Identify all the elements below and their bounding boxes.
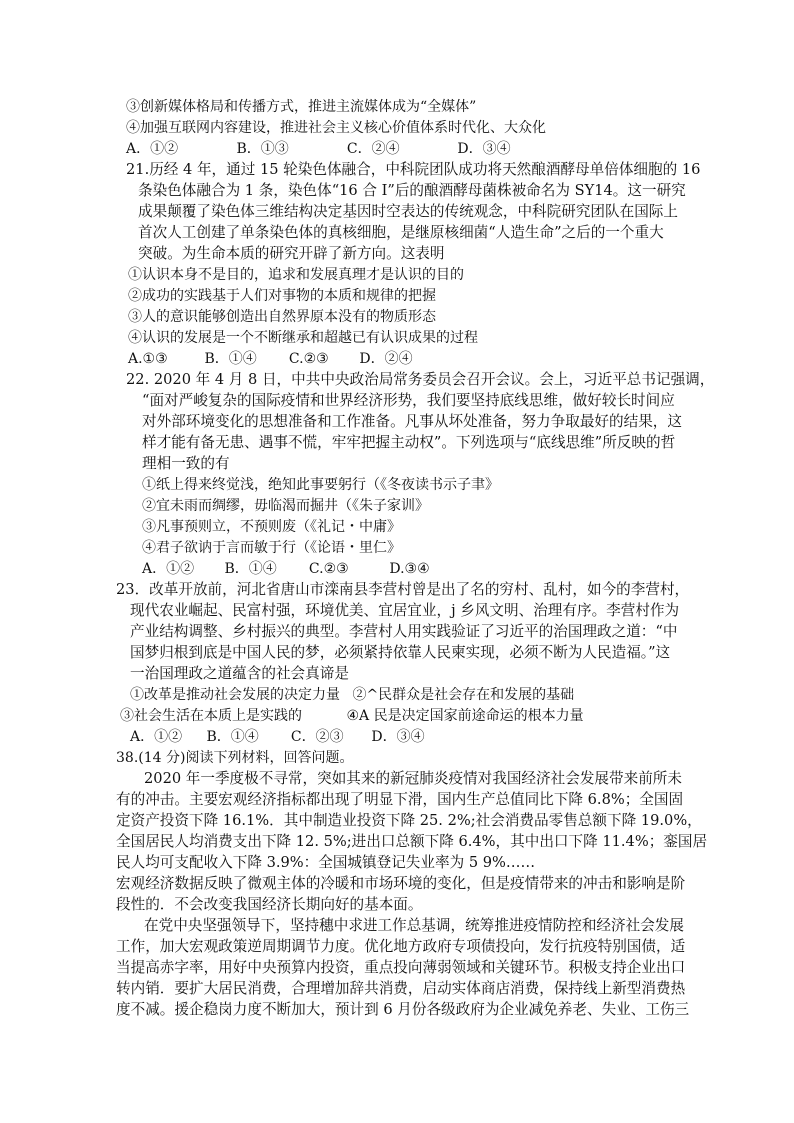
answer-option-b: B．①④ bbox=[206, 729, 259, 745]
question-38-header: 38.(14 分)阅读下列材料，回答问题。 bbox=[116, 750, 354, 766]
question-22-item: ④君子欲讷于言而敏于行（《论语・里仁》 bbox=[142, 540, 401, 556]
question-23-item: ①改革是推动社会发展的决定力量 bbox=[130, 687, 340, 703]
question-22-item: ①纸上得来终觉浅，绝知此事要躬行（《冬夜读书示子聿》 bbox=[142, 477, 499, 493]
material-paragraph-line: 全国居民人均消费支出下降 12. 5%;进出口总额下降 6.4%，其中出口下降 11.4%；銮国居 bbox=[116, 833, 708, 850]
question-23-options bbox=[130, 727, 425, 747]
answer-option-c: C．②④ bbox=[346, 141, 400, 157]
question-21-item: ①认识本身不是目的，追求和发展真理才是认识的目的 bbox=[128, 267, 464, 283]
answer-option-d: D．③④ bbox=[457, 141, 511, 157]
question-22-item: ③凡事预则立，不预则废（《礼记・中庸》 bbox=[142, 519, 401, 535]
question-21-item: ②成功的实践基于人们对事物的本质和规律的把握 bbox=[128, 288, 436, 304]
question-23-item: ②^民群众是社会存在和发展的基础 bbox=[352, 687, 575, 703]
answer-options bbox=[126, 139, 511, 159]
answer-option-b: B．①④ bbox=[204, 351, 257, 367]
material-paragraph-line: 段性的．不会改变我国经济长期向好的基本面。 bbox=[116, 896, 423, 913]
material-paragraph-line: 宏观经济数据反映了微观主体的冷暖和市场环境的变化，但是疫情带来的冲击和影响是阶 bbox=[116, 875, 686, 892]
question-21-line: 21.历经 4 年，通过 15 轮染色体融合，中科院团队成功将天然酿酒酵母单倍体细胞的 16 bbox=[126, 161, 701, 178]
material-paragraph-line: 有的冲击。主要宏观经济指标都出现了明显下滑，国内生产总值同比下降 6.8%；全国固 bbox=[116, 791, 684, 808]
material-paragraph-line: 民人均可支配收入下降 3.9%：全国城镇登记失业率为 5 9%…… bbox=[116, 854, 536, 871]
material-paragraph-line: 转内销．要扩大居民消费，合理增加辞共消费，启动实体商店消费，保持线上新型消费热 bbox=[116, 980, 686, 997]
question-21-line: 首次人工创建了单条染色体的真核细胞，是继原核细菌“人造生命”之后的一个重大 bbox=[138, 224, 664, 241]
question-23-line: 产业结构调整、乡村振兴的典型。李营村人用实践验证了习近平的治国理政之道：“中 bbox=[130, 623, 678, 640]
answer-option-b: B．①④ bbox=[224, 561, 277, 577]
question-23-line: 国梦归根到底是中国人民的梦，必须紧持依靠人民柬实现，必须不断为人民造福。”这 bbox=[130, 644, 671, 661]
answer-option-d: D.③④ bbox=[389, 561, 430, 577]
question-21-line: 突破。为生命本质的研究开辟了新方向。这表明 bbox=[138, 245, 445, 262]
material-paragraph-line: 2020 年一季度极不寻常，突如其来的新冠肺炎疫情对我国经济社会发展带来前所未 bbox=[144, 770, 682, 787]
material-paragraph-line: 定资产投资下降 16.1%．其中制造业投资下降 25. 2%;社会消费品零售总额下降 19.0%， bbox=[116, 812, 702, 829]
material-paragraph-line: 在党中央坚强领导下，坚持穗中求进工作总基调，统筹推进疫情防控和经济社会发展 bbox=[144, 917, 684, 934]
question-21-item: ④认识的发展是一个不断继承和超越已有认识成果的过程 bbox=[128, 330, 478, 346]
material-paragraph-line: 当提高赤字率，用好中央预算内投资，重点投向薄弱领域和关键环节。积极支持企业出口 bbox=[116, 959, 686, 976]
question-21-item: ③人的意识能够创造出自然界原本没有的物质形态 bbox=[128, 309, 436, 325]
material-paragraph-line: 工作，加大宏观政策逆周期调节力度。优化地方政府专项债投向，发行抗疫特别国债，适 bbox=[116, 938, 686, 955]
question-23-item: ④A 民是决定国家前途命运的根本力量 bbox=[346, 708, 584, 724]
question-22-line: 对外部环境变化的思想准备和工作准备。凡事从坏处准备，努力争取最好的结果，这 bbox=[142, 413, 682, 430]
answer-option-a: A．①② bbox=[130, 729, 183, 745]
question-22-options bbox=[142, 559, 430, 579]
question-23-items-row bbox=[120, 706, 584, 726]
option-item-4: ④加强互联网内容建设，推进社会主义核心价值体系时代化、大众化 bbox=[126, 120, 546, 136]
material-paragraph-line: 度不减。援企稳岗力度不断加大，预计到 6 月份各级政府为企业减免养老、失业、工伤三 bbox=[116, 1001, 690, 1018]
question-23-line: 现代农业崛起、民富村强，环境优美、宜居宜业，j 乡风文明、治理有序。李营村作为 bbox=[130, 602, 680, 619]
question-21-line: 成果颠覆了染色体三维结构决定基因时空表达的传统观念，中科院研究团队在国际上 bbox=[138, 203, 678, 220]
question-23-line: 一治国理政之道蕴含的社会真谛是 bbox=[130, 665, 349, 682]
question-23-line: 23．改革开放前，河北省唐山市滦南县李营村曾是出了名的穷村、乱村，如今的李营村， bbox=[116, 581, 690, 598]
answer-option-d: D．②④ bbox=[359, 351, 413, 367]
answer-option-a: A．①② bbox=[142, 561, 195, 577]
answer-option-b: B．①③ bbox=[236, 141, 289, 157]
question-22-line: “面对严峻复杂的国际疫情和世界经济形势，我们要坚持底线思维，做好较长时间应 bbox=[142, 392, 675, 409]
answer-option-c: C.②③ bbox=[288, 351, 329, 367]
question-22-item: ②宜未雨而绸缪，毋临渴而掘井（《朱子家训》 bbox=[142, 498, 429, 514]
answer-option-c: C.②③ bbox=[308, 561, 349, 577]
question-21-options bbox=[128, 349, 413, 369]
question-22-line: 理相一致的有 bbox=[142, 455, 230, 472]
answer-option-a: A．①② bbox=[126, 141, 179, 157]
question-21-line: 条染色体融合为 1 条，染色体“16 合 I”后的酿酒酵母菌株被命名为 SY14。这一研究 bbox=[138, 182, 686, 199]
answer-option-a: A.①③ bbox=[128, 351, 168, 367]
question-23-item: ③社会生活在本质上是实践的 bbox=[120, 708, 302, 724]
question-22-line: 22. 2020 年 4 月 8 日，中共中央政治局常务委员会召开会议。会上，习近平总书记强调， bbox=[126, 371, 715, 388]
answer-option-d: D．③④ bbox=[371, 729, 425, 745]
option-item-3: ③创新媒体格局和传播方式，推进主流媒体成为“全媒体” bbox=[126, 99, 477, 115]
question-22-line: 样才能有备无患、遇事不慌，牢牢把握主动权”。下列选项与“底线思维”所反映的哲 bbox=[142, 434, 676, 451]
question-23-items-row bbox=[130, 685, 574, 705]
answer-option-c: C．②③ bbox=[290, 729, 344, 745]
